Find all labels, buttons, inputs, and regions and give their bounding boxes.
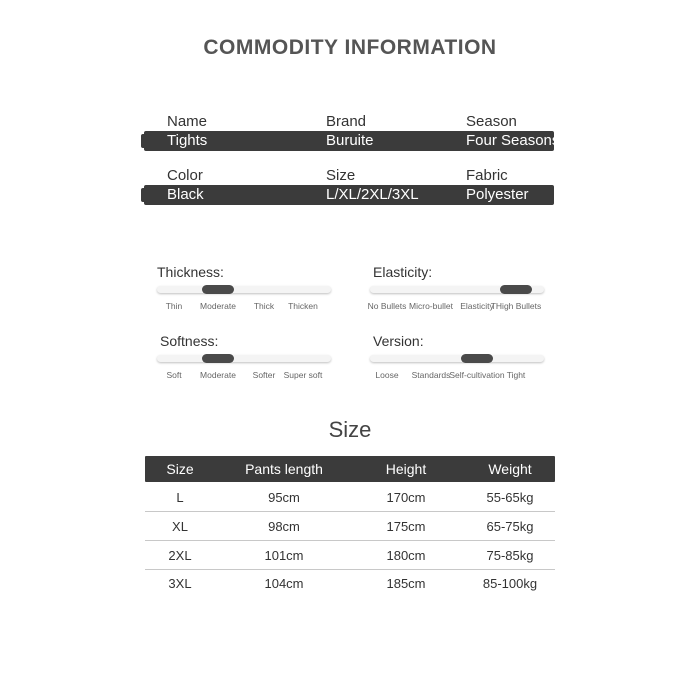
brand-value: Buruite <box>326 132 374 149</box>
scale-option: Tight <box>506 370 526 380</box>
size-value: L/XL/2XL/3XL <box>326 186 419 203</box>
scale-track <box>370 355 544 362</box>
row-divider <box>145 540 555 541</box>
info-value-bar <box>144 185 554 205</box>
size-heading: Size <box>328 417 372 442</box>
table-cell: 98cm <box>268 519 300 534</box>
scale-options <box>370 370 546 382</box>
scale-option: No Bullets <box>367 301 407 311</box>
table-cell: 170cm <box>386 490 426 505</box>
scale-indicator <box>461 354 493 363</box>
softness-title: Softness: <box>160 333 219 349</box>
table-cell: XL <box>172 519 188 534</box>
scale-track <box>157 286 331 293</box>
name-value: Tights <box>167 132 208 149</box>
info-labels <box>144 166 556 186</box>
version-title: Version: <box>373 333 424 349</box>
table-cell: 185cm <box>386 576 426 591</box>
table-cell: 3XL <box>168 576 192 591</box>
scale-indicator <box>202 354 234 363</box>
scale-indicator <box>202 285 234 294</box>
elasticity-title: Elasticity: <box>373 264 433 280</box>
table-cell: 2XL <box>168 548 192 563</box>
table-row <box>145 570 555 598</box>
scale-options <box>157 301 333 313</box>
column-header: Height <box>385 461 427 477</box>
scale-option: Soft <box>166 370 182 380</box>
scale-option: Super soft <box>283 370 323 380</box>
table-row <box>145 484 555 512</box>
color-label: Color <box>167 167 203 184</box>
scale-option: Moderate <box>200 301 236 311</box>
size-label: Size <box>326 167 356 184</box>
column-header: Weight <box>488 461 532 477</box>
scale-options <box>157 370 333 382</box>
fabric-value: Polyester <box>466 186 529 203</box>
scale-option: Micro-bullet <box>409 301 453 311</box>
scale-track <box>157 355 331 362</box>
table-cell: 85-100kg <box>482 576 538 591</box>
table-row <box>145 542 555 570</box>
color-value: Black <box>167 186 204 203</box>
scale-option: Softer <box>252 370 276 380</box>
table-cell: 101cm <box>264 548 304 563</box>
scale-options <box>367 301 546 313</box>
column-header: Pants length <box>245 461 323 477</box>
table-cell: 75-85kg <box>486 548 534 563</box>
table-row <box>145 513 555 541</box>
scale-option: Thick <box>253 301 275 311</box>
scale-option: Thin <box>165 301 183 311</box>
season-value: Four Seasons <box>466 132 560 149</box>
name-label: Name <box>167 113 208 130</box>
scale-indicator <box>500 285 532 294</box>
row-divider <box>145 511 555 512</box>
fabric-label: Fabric <box>466 167 508 184</box>
table-header <box>145 456 555 482</box>
thickness-title: Thickness: <box>157 264 224 280</box>
page-title: COMMODITY INFORMATION <box>203 36 497 59</box>
info-labels <box>144 112 556 132</box>
scale-option: Thicken <box>288 301 318 311</box>
column-header: Size <box>166 461 194 477</box>
scale-option: Elasticity <box>460 301 494 311</box>
table-cell: 180cm <box>386 548 426 563</box>
season-label: Season <box>466 113 517 130</box>
scale-option: Moderate <box>200 370 236 380</box>
scale-option: THigh Bullets <box>490 301 542 311</box>
scale-option: Standards <box>411 370 451 380</box>
table-cell: 65-75kg <box>486 519 534 534</box>
table-cell: 95cm <box>268 490 300 505</box>
table-cell: 55-65kg <box>486 490 534 505</box>
scale-option: Self-cultivation <box>449 370 505 380</box>
scale-track <box>370 286 544 293</box>
table-cell: L <box>176 490 184 505</box>
info-value-bar <box>144 131 560 151</box>
brand-label: Brand <box>326 113 367 130</box>
scale-option: Loose <box>375 370 399 380</box>
table-cell: 175cm <box>386 519 426 534</box>
table-cell: 104cm <box>264 576 304 591</box>
